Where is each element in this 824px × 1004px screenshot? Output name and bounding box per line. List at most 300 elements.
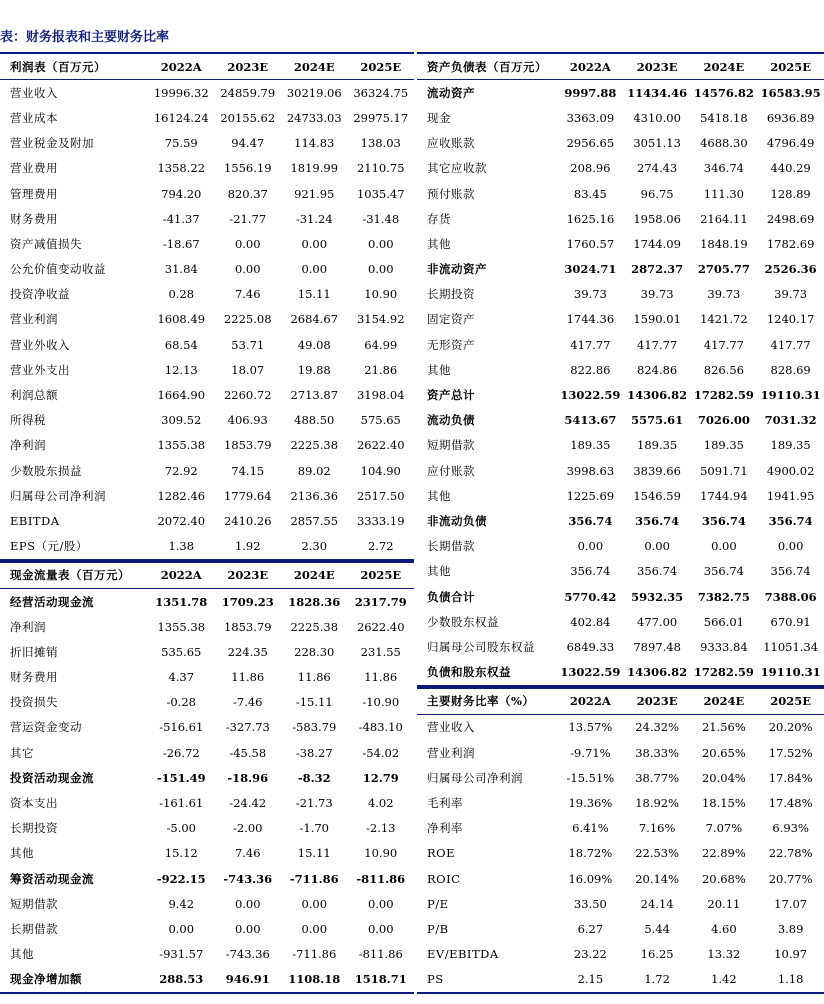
cell-value: -811.86 xyxy=(358,947,403,962)
row-label: 少数股东损益 xyxy=(10,463,82,478)
cell-value: 0.00 xyxy=(777,539,804,554)
row-label: 管理费用 xyxy=(10,186,58,201)
year-header: 2022A xyxy=(148,53,215,80)
cell-value: 33.50 xyxy=(573,896,607,911)
table-row xyxy=(0,206,414,231)
cell-value: 74.15 xyxy=(231,463,265,478)
cell-value: -31.24 xyxy=(295,211,333,226)
cell-value: 3051.13 xyxy=(633,136,681,151)
cell-value: 9997.88 xyxy=(564,85,617,100)
cell-value: 49.08 xyxy=(297,337,331,352)
cell-value: -922.15 xyxy=(156,871,206,886)
table-row xyxy=(417,559,824,584)
table-row xyxy=(0,181,414,206)
cell-value: 356.74 xyxy=(570,564,611,579)
table-row xyxy=(417,740,824,765)
table-row xyxy=(417,891,824,916)
row-label: 应付账款 xyxy=(427,463,475,478)
cell-value: 0.00 xyxy=(367,236,394,251)
row-label: 净利润 xyxy=(10,619,46,634)
table-row xyxy=(0,282,414,307)
cell-value: 14306.82 xyxy=(627,388,688,403)
cell-value: 0.00 xyxy=(234,921,261,936)
cell-value: 89.02 xyxy=(297,463,331,478)
cell-value: 1035.47 xyxy=(356,186,405,201)
cell-value: 356.74 xyxy=(701,513,746,528)
row-label: 筹资活动现金流 xyxy=(10,871,94,886)
cell-value: -9.71% xyxy=(570,745,611,760)
cell-value: 820.37 xyxy=(227,186,268,201)
cell-value: 19.88 xyxy=(297,362,331,377)
row-label: 投资损失 xyxy=(10,695,58,710)
cell-value: 11.86 xyxy=(231,670,265,685)
cell-value: 1664.90 xyxy=(157,388,206,403)
cell-value: 114.83 xyxy=(294,136,335,151)
right-column xyxy=(417,52,824,994)
cell-value: 13.57% xyxy=(568,720,613,735)
table-header-row xyxy=(417,688,824,715)
row-label: 其它 xyxy=(10,745,34,760)
cell-value: 2526.36 xyxy=(764,262,817,277)
cell-value: 440.29 xyxy=(770,161,811,176)
financial-ratios-table xyxy=(417,687,824,994)
row-label: 流动资产 xyxy=(427,85,475,100)
cell-value: 31.84 xyxy=(164,262,198,277)
cell-value: -31.48 xyxy=(362,211,400,226)
cell-value: 4.37 xyxy=(168,670,195,685)
cell-value: 11434.46 xyxy=(627,85,688,100)
cell-value: 24733.03 xyxy=(286,110,342,125)
table-row xyxy=(417,942,824,967)
cell-value: 3198.04 xyxy=(356,388,405,403)
cell-value: 0.00 xyxy=(367,921,394,936)
cell-value: 2857.55 xyxy=(290,513,339,528)
cell-value: 5770.42 xyxy=(564,589,617,604)
table-row xyxy=(0,891,414,916)
cell-value: -26.72 xyxy=(162,745,200,760)
row-label: 归属母公司净利润 xyxy=(10,488,106,503)
cell-value: 19110.31 xyxy=(757,660,824,686)
cell-value: 1819.99 xyxy=(290,161,339,176)
cell-value: 4.02 xyxy=(367,796,394,811)
cell-value: 17282.59 xyxy=(691,660,758,686)
cell-value: 5932.35 xyxy=(631,589,684,604)
cell-value: 3998.63 xyxy=(566,463,615,478)
cell-value: -0.28 xyxy=(166,695,196,710)
cell-value: 356.74 xyxy=(568,513,613,528)
table-row xyxy=(0,156,414,181)
cell-value: 16583.95 xyxy=(760,85,821,100)
row-label: 预付账款 xyxy=(427,186,475,201)
cell-value: 11051.34 xyxy=(763,639,819,654)
cell-value: 2713.87 xyxy=(290,388,339,403)
table-row xyxy=(0,639,414,664)
year-header: 2025E xyxy=(348,53,415,80)
table-row xyxy=(417,382,824,407)
cell-value: 12.13 xyxy=(164,362,198,377)
cell-value: 208.96 xyxy=(570,161,611,176)
row-label: EV/EBITDA xyxy=(427,947,499,962)
cell-value: 1782.69 xyxy=(766,236,815,251)
cell-value: 2956.65 xyxy=(566,136,615,151)
cell-value: 1518.71 xyxy=(348,967,415,993)
cell-value: 824.86 xyxy=(637,362,678,377)
row-label: 长期借款 xyxy=(427,539,475,554)
cell-value: -21.73 xyxy=(295,796,333,811)
cell-value: 11.86 xyxy=(297,670,331,685)
table-row xyxy=(417,534,824,559)
table-row xyxy=(417,156,824,181)
row-label: ROIC xyxy=(427,871,461,886)
cell-value: 535.65 xyxy=(161,644,202,659)
row-label: 营业收入 xyxy=(427,720,475,735)
cell-value: -483.10 xyxy=(358,720,403,735)
cell-value: 39.73 xyxy=(640,287,674,302)
cell-value: 0.00 xyxy=(234,262,261,277)
cell-value: 575.65 xyxy=(360,413,401,428)
cell-value: 1779.64 xyxy=(223,488,272,503)
cell-value: 16.25 xyxy=(640,947,674,962)
cell-value: 189.35 xyxy=(637,438,678,453)
year-header: 2023E xyxy=(624,688,691,715)
cell-value: -18.96 xyxy=(227,770,269,785)
cell-value: 5575.61 xyxy=(631,413,684,428)
cell-value: 0.00 xyxy=(301,921,328,936)
table-row xyxy=(0,866,414,891)
table-row xyxy=(417,634,824,659)
cell-value: -38.27 xyxy=(295,745,333,760)
cell-value: 0.00 xyxy=(301,236,328,251)
cell-value: 0.00 xyxy=(367,262,394,277)
cell-value: 224.35 xyxy=(227,644,268,659)
table-row xyxy=(0,588,414,614)
cell-value: 2622.40 xyxy=(356,438,405,453)
row-label: P/B xyxy=(427,921,449,936)
row-label: 净利润 xyxy=(10,438,46,453)
row-label: 少数股东权益 xyxy=(427,614,499,629)
cell-value: 94.47 xyxy=(231,136,265,151)
cell-value: -15.11 xyxy=(295,695,333,710)
table-row xyxy=(0,690,414,715)
table-row xyxy=(0,508,414,533)
cell-value: 2.30 xyxy=(281,534,348,560)
table-row xyxy=(417,206,824,231)
cell-value: 10.90 xyxy=(364,287,398,302)
cell-value: 417.77 xyxy=(703,337,744,352)
income-statement-table xyxy=(0,52,414,561)
row-label: P/E xyxy=(427,896,449,911)
cell-value: 1358.22 xyxy=(157,161,206,176)
cell-value: 20.04% xyxy=(701,770,746,785)
cell-value: 23.22 xyxy=(573,947,607,962)
cell-value: 794.20 xyxy=(161,186,202,201)
cell-value: 0.00 xyxy=(301,896,328,911)
cell-value: 2.15 xyxy=(557,967,624,993)
row-label: 短期借款 xyxy=(10,896,58,911)
cell-value: -45.58 xyxy=(229,745,267,760)
cell-value: 189.35 xyxy=(770,438,811,453)
table-row xyxy=(0,665,414,690)
row-label: 归属母公司股东权益 xyxy=(427,639,535,654)
cell-value: -41.37 xyxy=(162,211,200,226)
row-label: 毛利率 xyxy=(427,796,463,811)
cell-value: 15.12 xyxy=(164,846,198,861)
cell-value: 64.99 xyxy=(364,337,398,352)
cell-value: 0.00 xyxy=(577,539,604,554)
cell-value: 20.11 xyxy=(707,896,741,911)
cell-value: 826.56 xyxy=(703,362,744,377)
year-header: 2023E xyxy=(624,53,691,80)
cell-value: -21.77 xyxy=(229,211,267,226)
table-row xyxy=(0,841,414,866)
row-label: 公允价值变动收益 xyxy=(10,262,106,277)
cell-value: 15.11 xyxy=(297,287,331,302)
cell-value: 5.44 xyxy=(644,921,670,936)
table-row xyxy=(0,332,414,357)
row-label: EPS（元/股） xyxy=(0,534,148,560)
row-label: 现金净增加额 xyxy=(0,967,148,993)
cell-value: 288.53 xyxy=(148,967,215,993)
cell-value: -54.02 xyxy=(362,745,400,760)
row-label: 负债合计 xyxy=(427,589,475,604)
row-label: 所得税 xyxy=(10,413,46,428)
row-label: 其它应收款 xyxy=(427,161,487,176)
cell-value: 1744.09 xyxy=(633,236,681,251)
cell-value: 1744.94 xyxy=(700,488,748,503)
table-row xyxy=(0,534,414,560)
cell-value: 20.14% xyxy=(635,871,680,886)
table-row xyxy=(0,614,414,639)
row-label: 营业利润 xyxy=(10,312,58,327)
cell-value: 72.92 xyxy=(164,463,198,478)
cell-value: 4796.49 xyxy=(766,136,815,151)
year-header: 2025E xyxy=(757,53,824,80)
row-label: 资本支出 xyxy=(10,796,58,811)
table-row xyxy=(417,433,824,458)
cell-value: 2410.26 xyxy=(223,513,272,528)
row-label: 其他 xyxy=(427,488,451,503)
cell-value: 3363.09 xyxy=(566,110,615,125)
cell-value: 2.72 xyxy=(348,534,415,560)
cell-value: 111.30 xyxy=(703,186,744,201)
cell-value: -24.42 xyxy=(229,796,267,811)
row-label: 非流动负债 xyxy=(427,513,487,528)
cell-value: -743.36 xyxy=(223,871,273,886)
cell-value: 7026.00 xyxy=(697,413,750,428)
cell-value: 6936.89 xyxy=(766,110,815,125)
cell-value: 1351.78 xyxy=(155,594,208,609)
table-row xyxy=(417,282,824,307)
cell-value: 1.18 xyxy=(757,967,824,993)
table-row xyxy=(417,816,824,841)
table-row xyxy=(0,715,414,740)
table-row xyxy=(417,866,824,891)
row-label: 其他 xyxy=(427,564,451,579)
cell-value: 3.89 xyxy=(777,921,804,936)
table-header-row xyxy=(0,562,414,589)
year-header: 2023E xyxy=(215,53,282,80)
cell-value: -516.61 xyxy=(159,720,204,735)
cell-value: 6849.33 xyxy=(566,639,615,654)
row-label: 现金 xyxy=(427,110,451,125)
cell-value: 19.36% xyxy=(568,796,613,811)
cell-value: 38.33% xyxy=(635,745,680,760)
cell-value: 2705.77 xyxy=(697,262,750,277)
section-title: 主要财务比率（%） xyxy=(417,688,557,715)
table-row xyxy=(417,714,824,740)
cell-value: 417.77 xyxy=(637,337,678,352)
cell-value: 2622.40 xyxy=(356,619,405,634)
cell-value: 14576.82 xyxy=(693,85,754,100)
table-row xyxy=(417,609,824,634)
cell-value: 5413.67 xyxy=(564,413,617,428)
year-header: 2023E xyxy=(215,562,282,589)
cell-value: -711.86 xyxy=(289,871,339,886)
cell-value: 1.42 xyxy=(691,967,758,993)
cell-value: 22.89% xyxy=(701,846,746,861)
cell-value: 228.30 xyxy=(294,644,335,659)
cashflow-statement-table xyxy=(0,561,414,994)
row-label: 负债和股东权益 xyxy=(417,660,557,686)
cell-value: 24.32% xyxy=(635,720,680,735)
cell-value: 1828.36 xyxy=(288,594,341,609)
cell-value: 19110.31 xyxy=(760,388,821,403)
table-row xyxy=(417,231,824,256)
cell-value: 13022.59 xyxy=(560,388,621,403)
cell-value: 2684.67 xyxy=(290,312,339,327)
cell-value: 18.72% xyxy=(568,846,613,861)
cell-value: 1848.19 xyxy=(700,236,748,251)
page-title: 表：财务报表和主要财务比率 xyxy=(0,30,170,45)
cell-value: 309.52 xyxy=(161,413,202,428)
cell-value: 1709.23 xyxy=(221,594,274,609)
cell-value: 13.32 xyxy=(707,947,741,962)
year-header: 2025E xyxy=(757,688,824,715)
table-row xyxy=(0,740,414,765)
table-header-row xyxy=(0,53,414,80)
cell-value: 36324.75 xyxy=(353,85,409,100)
cell-value: 2225.08 xyxy=(223,312,272,327)
table-row xyxy=(417,332,824,357)
row-label: 无形资产 xyxy=(427,337,475,352)
cell-value: 2110.75 xyxy=(356,161,405,176)
cell-value: 21.86 xyxy=(364,362,398,377)
cell-value: 356.74 xyxy=(703,564,744,579)
cell-value: 5091.71 xyxy=(700,463,748,478)
cell-value: 20.77% xyxy=(768,871,813,886)
cell-value: 1760.57 xyxy=(566,236,615,251)
cell-value: 6.41% xyxy=(572,821,609,836)
cell-value: 7897.48 xyxy=(633,639,681,654)
row-label: 固定资产 xyxy=(427,312,475,327)
row-label: 长期借款 xyxy=(10,921,58,936)
row-label: 归属母公司净利润 xyxy=(427,770,523,785)
cell-value: -2.00 xyxy=(233,821,263,836)
table-row xyxy=(0,408,414,433)
cell-value: 39.73 xyxy=(573,287,607,302)
cell-value: -15.51% xyxy=(566,770,615,785)
cell-value: 1556.19 xyxy=(223,161,272,176)
cell-value: 104.90 xyxy=(360,463,401,478)
cell-value: -811.86 xyxy=(356,871,406,886)
cell-value: 3024.71 xyxy=(564,262,617,277)
row-label: 投资活动现金流 xyxy=(10,770,94,785)
cell-value: 1941.95 xyxy=(766,488,815,503)
row-label: 营业利润 xyxy=(427,745,475,760)
row-label: 流动负债 xyxy=(427,413,475,428)
cell-value: -151.49 xyxy=(156,770,206,785)
cell-value: -18.67 xyxy=(162,236,200,251)
cell-value: 0.00 xyxy=(644,539,670,554)
cell-value: 2072.40 xyxy=(157,513,206,528)
cell-value: 128.89 xyxy=(770,186,811,201)
cell-value: 356.74 xyxy=(768,513,813,528)
row-label: 其他 xyxy=(10,947,34,962)
row-label: 营业成本 xyxy=(10,110,58,125)
cell-value: 17.48% xyxy=(768,796,813,811)
table-row xyxy=(0,307,414,332)
cell-value: 1958.06 xyxy=(633,211,681,226)
row-label: 营运资金变动 xyxy=(10,720,82,735)
cell-value: -1.70 xyxy=(299,821,329,836)
cell-value: 1853.79 xyxy=(223,438,272,453)
cell-value: 1.38 xyxy=(148,534,215,560)
cell-value: 16.09% xyxy=(568,871,613,886)
cell-value: 0.00 xyxy=(711,539,737,554)
cell-value: 9333.84 xyxy=(700,639,748,654)
row-label: 资产减值损失 xyxy=(10,236,82,251)
table-row xyxy=(417,408,824,433)
cell-value: 417.77 xyxy=(570,337,611,352)
row-label: 财务费用 xyxy=(10,211,58,226)
cell-value: 18.15% xyxy=(701,796,746,811)
cell-value: 96.75 xyxy=(640,186,674,201)
cell-value: 9.42 xyxy=(168,896,195,911)
row-label: 营业收入 xyxy=(10,85,58,100)
table-row xyxy=(0,816,414,841)
cell-value: 477.00 xyxy=(637,614,678,629)
cell-value: 6.93% xyxy=(772,821,809,836)
cell-value: 22.53% xyxy=(635,846,680,861)
table-row xyxy=(417,790,824,815)
cell-value: 7031.32 xyxy=(764,413,817,428)
cell-value: 0.00 xyxy=(168,921,195,936)
cell-value: 4.60 xyxy=(711,921,737,936)
cell-value: 3154.92 xyxy=(356,312,405,327)
cell-value: 5418.18 xyxy=(700,110,748,125)
cell-value: 2164.11 xyxy=(700,211,748,226)
row-label: EBITDA xyxy=(10,513,60,528)
cell-value: 12.79 xyxy=(362,770,399,785)
cell-value: 2136.36 xyxy=(290,488,339,503)
row-label: 非流动资产 xyxy=(427,262,487,277)
cell-value: 189.35 xyxy=(570,438,611,453)
cell-value: -931.57 xyxy=(159,947,204,962)
table-row xyxy=(417,131,824,156)
cell-value: 0.00 xyxy=(234,236,261,251)
table-row xyxy=(0,382,414,407)
row-label: 营业税金及附加 xyxy=(10,136,94,151)
table-row xyxy=(0,433,414,458)
table-row xyxy=(0,942,414,967)
cell-value: 15.11 xyxy=(297,846,331,861)
cell-value: 20155.62 xyxy=(220,110,276,125)
table-row xyxy=(0,967,414,993)
cell-value: 83.45 xyxy=(573,186,607,201)
cell-value: 406.93 xyxy=(227,413,268,428)
cell-value: 17.52% xyxy=(768,745,813,760)
cell-value: 828.69 xyxy=(770,362,811,377)
